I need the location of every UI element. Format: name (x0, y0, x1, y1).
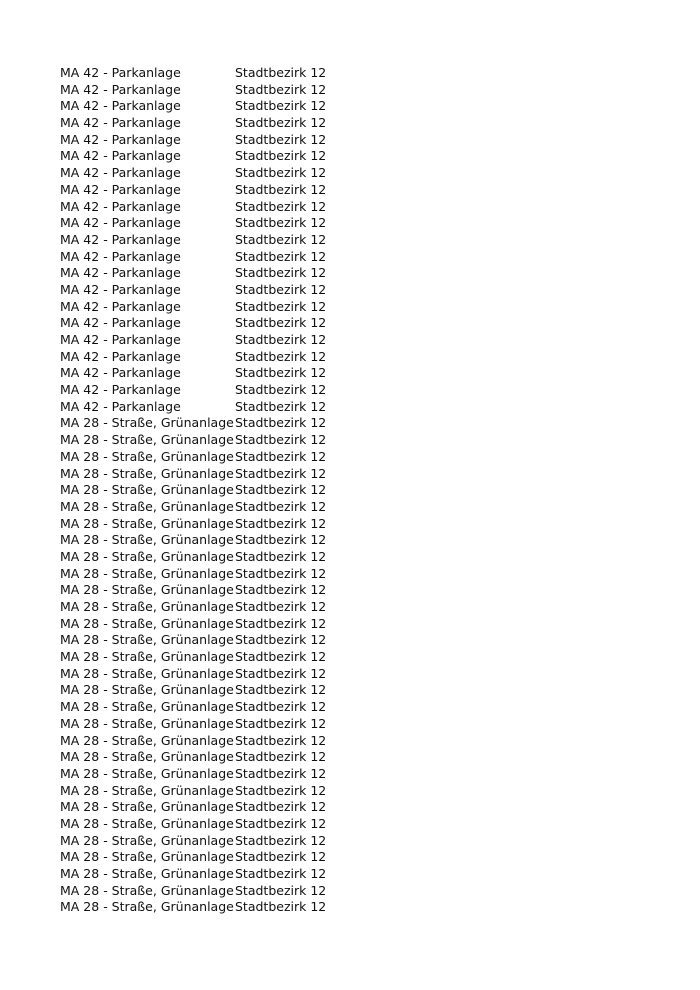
district-cell: Stadtbezirk 12 (235, 849, 327, 865)
district-cell: Stadtbezirk 12 (235, 799, 327, 815)
department-cell: MA 28 - Straße, Grünanlage (60, 832, 234, 848)
district-cell: Stadtbezirk 12 (235, 65, 327, 80)
district-cell: Stadtbezirk 12 (235, 81, 327, 97)
district-cell: Stadtbezirk 12 (235, 348, 327, 364)
department-cell: MA 42 - Parkanlage (60, 382, 181, 398)
department-cell: MA 42 - Parkanlage (60, 281, 181, 297)
district-cell: Stadtbezirk 12 (235, 131, 327, 147)
department-cell: MA 42 - Parkanlage (60, 131, 181, 147)
department-cell: MA 28 - Straße, Grünanlage (60, 448, 234, 464)
table-row (60, 866, 350, 883)
district-cell: Stadtbezirk 12 (235, 415, 327, 431)
table-row (60, 632, 350, 649)
district-cell: Stadtbezirk 12 (235, 248, 327, 264)
table-row (60, 549, 350, 566)
department-cell: MA 42 - Parkanlage (60, 332, 181, 347)
district-cell: Stadtbezirk 12 (235, 198, 327, 214)
department-cell: MA 28 - Straße, Grünanlage (60, 615, 234, 631)
table-row (60, 532, 350, 549)
table-row (60, 749, 350, 766)
table-row (60, 833, 350, 850)
district-cell: Stadtbezirk 12 (235, 565, 327, 581)
table-row (60, 849, 350, 866)
table-row (60, 733, 350, 750)
district-cell: Stadtbezirk 12 (235, 682, 327, 698)
district-cell: Stadtbezirk 12 (235, 181, 327, 197)
department-cell: MA 28 - Straße, Grünanlage (60, 582, 234, 598)
district-cell: Stadtbezirk 12 (235, 749, 327, 765)
district-cell: Stadtbezirk 12 (235, 482, 327, 498)
district-cell: Stadtbezirk 12 (235, 882, 327, 898)
district-cell: Stadtbezirk 12 (235, 231, 327, 247)
department-cell: MA 28 - Straße, Grünanlage (60, 732, 234, 748)
district-cell: Stadtbezirk 12 (235, 215, 327, 231)
department-cell: MA 28 - Straße, Grünanlage (60, 532, 234, 548)
table-row (60, 449, 350, 466)
district-cell: Stadtbezirk 12 (235, 515, 327, 531)
table-row (60, 182, 350, 199)
department-cell: MA 28 - Straße, Grünanlage (60, 782, 234, 798)
department-cell: MA 28 - Straße, Grünanlage (60, 482, 234, 498)
district-cell: Stadtbezirk 12 (235, 632, 327, 648)
department-cell: MA 28 - Straße, Grünanlage (60, 548, 234, 564)
department-cell: MA 28 - Straße, Grünanlage (60, 799, 234, 815)
department-cell: MA 28 - Straße, Grünanlage (60, 765, 234, 781)
department-cell: MA 42 - Parkanlage (60, 198, 181, 214)
table-row (60, 282, 350, 299)
department-cell: MA 42 - Parkanlage (60, 165, 181, 181)
district-cell: Stadtbezirk 12 (235, 382, 327, 398)
department-cell: MA 42 - Parkanlage (60, 315, 181, 331)
department-cell: MA 28 - Straße, Grünanlage (60, 599, 234, 614)
district-cell: Stadtbezirk 12 (235, 332, 327, 347)
table-row (60, 582, 350, 599)
table-row (60, 232, 350, 249)
table-row (60, 516, 350, 533)
table-row (60, 616, 350, 633)
district-cell: Stadtbezirk 12 (235, 115, 327, 131)
department-cell: MA 28 - Straße, Grünanlage (60, 699, 234, 715)
table-row (60, 132, 350, 149)
district-cell: Stadtbezirk 12 (235, 432, 327, 448)
department-cell: MA 42 - Parkanlage (60, 215, 181, 231)
department-cell: MA 28 - Straße, Grünanlage (60, 866, 234, 881)
table-row (60, 382, 350, 399)
table-row (60, 315, 350, 332)
department-cell: MA 42 - Parkanlage (60, 265, 181, 281)
district-cell: Stadtbezirk 12 (235, 548, 327, 564)
district-cell: Stadtbezirk 12 (235, 665, 327, 681)
district-cell: Stadtbezirk 12 (235, 732, 327, 748)
table-row (60, 199, 350, 216)
district-cell: Stadtbezirk 12 (235, 615, 327, 631)
table-row (60, 883, 350, 900)
department-cell: MA 28 - Straße, Grünanlage (60, 565, 234, 581)
department-cell: MA 42 - Parkanlage (60, 181, 181, 197)
data-table (60, 65, 350, 916)
table-row (60, 649, 350, 666)
table-row (60, 415, 350, 432)
district-cell: Stadtbezirk 12 (235, 815, 327, 831)
district-cell: Stadtbezirk 12 (235, 365, 327, 381)
district-cell: Stadtbezirk 12 (235, 532, 327, 548)
table-row (60, 65, 350, 82)
department-cell: MA 42 - Parkanlage (60, 115, 181, 131)
district-cell: Stadtbezirk 12 (235, 715, 327, 731)
table-row (60, 349, 350, 366)
table-row (60, 165, 350, 182)
department-cell: MA 28 - Straße, Grünanlage (60, 715, 234, 731)
department-cell: MA 42 - Parkanlage (60, 98, 181, 114)
district-cell: Stadtbezirk 12 (235, 448, 327, 464)
department-cell: MA 42 - Parkanlage (60, 231, 181, 247)
table-row (60, 783, 350, 800)
district-cell: Stadtbezirk 12 (235, 148, 327, 164)
department-cell: MA 42 - Parkanlage (60, 298, 181, 314)
district-cell: Stadtbezirk 12 (235, 498, 327, 514)
table-row (60, 299, 350, 316)
department-cell: MA 28 - Straße, Grünanlage (60, 432, 234, 448)
department-cell: MA 28 - Straße, Grünanlage (60, 498, 234, 514)
table-row (60, 249, 350, 266)
table-row (60, 699, 350, 716)
table-row (60, 332, 350, 349)
table-row (60, 399, 350, 416)
department-cell: MA 42 - Parkanlage (60, 148, 181, 164)
table-row (60, 716, 350, 733)
district-cell: Stadtbezirk 12 (235, 98, 327, 114)
department-cell: MA 42 - Parkanlage (60, 365, 181, 381)
district-cell: Stadtbezirk 12 (235, 699, 327, 715)
district-cell: Stadtbezirk 12 (235, 649, 327, 665)
table-row (60, 816, 350, 833)
table-row (60, 566, 350, 583)
table-row (60, 899, 350, 916)
table-row (60, 115, 350, 132)
table-row (60, 432, 350, 449)
department-cell: MA 42 - Parkanlage (60, 81, 181, 97)
table-row (60, 666, 350, 683)
table-row (60, 148, 350, 165)
district-cell: Stadtbezirk 12 (235, 866, 327, 881)
department-cell: MA 28 - Straße, Grünanlage (60, 649, 234, 665)
table-row (60, 599, 350, 616)
table-row (60, 365, 350, 382)
district-cell: Stadtbezirk 12 (235, 265, 327, 281)
table-row (60, 466, 350, 483)
table-row (60, 215, 350, 232)
department-cell: MA 28 - Straße, Grünanlage (60, 515, 234, 531)
table-row (60, 682, 350, 699)
department-cell: MA 42 - Parkanlage (60, 348, 181, 364)
district-cell: Stadtbezirk 12 (235, 582, 327, 598)
department-cell: MA 28 - Straße, Grünanlage (60, 849, 234, 865)
table-row (60, 82, 350, 99)
district-cell: Stadtbezirk 12 (235, 899, 327, 915)
department-cell: MA 28 - Straße, Grünanlage (60, 682, 234, 698)
department-cell: MA 42 - Parkanlage (60, 65, 181, 80)
table-row (60, 799, 350, 816)
district-cell: Stadtbezirk 12 (235, 782, 327, 798)
table-row (60, 98, 350, 115)
district-cell: Stadtbezirk 12 (235, 765, 327, 781)
table-row (60, 766, 350, 783)
district-cell: Stadtbezirk 12 (235, 298, 327, 314)
department-cell: MA 28 - Straße, Grünanlage (60, 899, 234, 915)
department-cell: MA 28 - Straße, Grünanlage (60, 815, 234, 831)
district-cell: Stadtbezirk 12 (235, 832, 327, 848)
department-cell: MA 28 - Straße, Grünanlage (60, 749, 234, 765)
district-cell: Stadtbezirk 12 (235, 398, 327, 414)
department-cell: MA 28 - Straße, Grünanlage (60, 882, 234, 898)
department-cell: MA 42 - Parkanlage (60, 398, 181, 414)
district-cell: Stadtbezirk 12 (235, 465, 327, 481)
district-cell: Stadtbezirk 12 (235, 281, 327, 297)
department-cell: MA 28 - Straße, Grünanlage (60, 665, 234, 681)
table-row (60, 482, 350, 499)
district-cell: Stadtbezirk 12 (235, 599, 327, 614)
department-cell: MA 28 - Straße, Grünanlage (60, 415, 234, 431)
department-cell: MA 28 - Straße, Grünanlage (60, 632, 234, 648)
department-cell: MA 42 - Parkanlage (60, 248, 181, 264)
district-cell: Stadtbezirk 12 (235, 315, 327, 331)
department-cell: MA 28 - Straße, Grünanlage (60, 465, 234, 481)
district-cell: Stadtbezirk 12 (235, 165, 327, 181)
table-row (60, 499, 350, 516)
table-row (60, 265, 350, 282)
